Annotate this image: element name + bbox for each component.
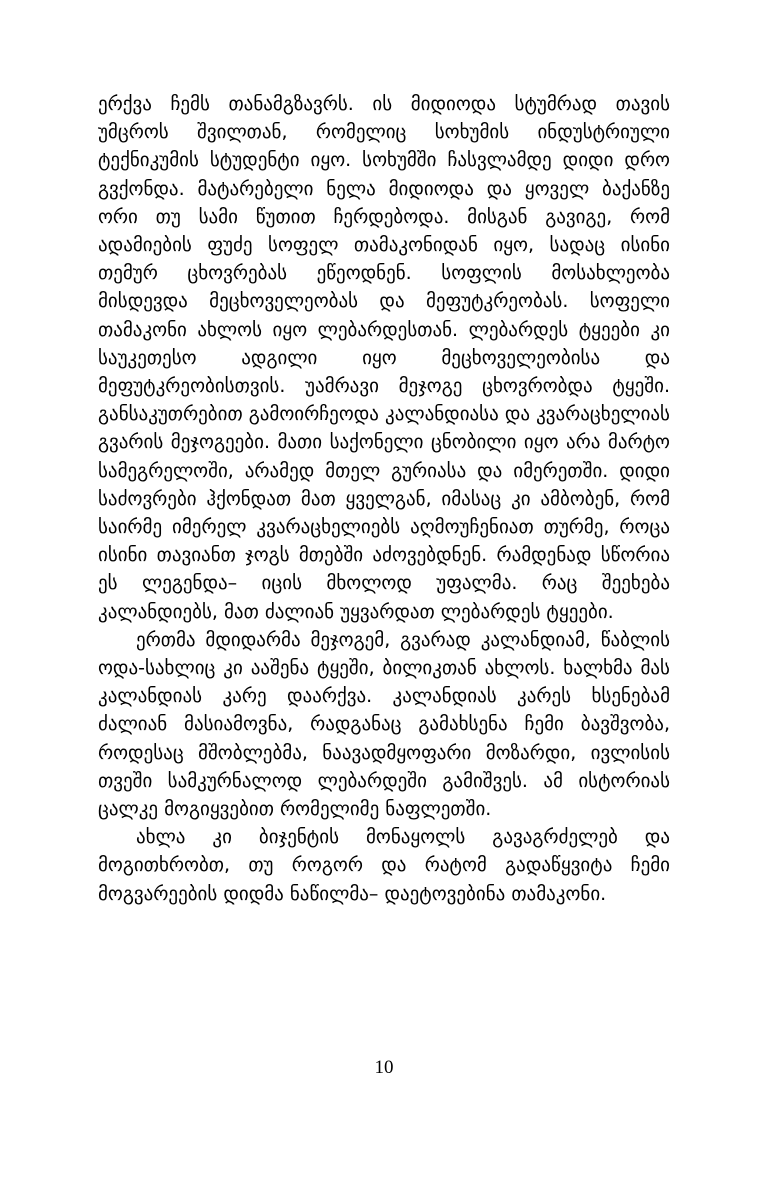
paragraph-3: ახლა კი ბიჯენტის მონაყოლს გავაგრძელებ და მოგითხრობთ, თუ როგორ და რატომ გადაწყვიტა ჩემი მოგვარეების დიდმა ნაწილმა– დაეტოვებინა თამაკონი. bbox=[98, 826, 670, 905]
page-number: 10 bbox=[374, 1057, 394, 1078]
paragraph-1: ერქვა ჩემს თანამგზავრს. ის მიდიოდა სტუმრად თავის უმცროს შვილთან, რომელიც სოხუმის ინდუსტრიული ტექნიკუმის სტუდენტი იყო. სოხუმში ჩასვლამდე დიდი დრო გვქონდა. მატარებელი ნელა მიდიოდა და ყოველ ბაქანზე ორი თუ სამი წუთით ჩერდებოდა. მისგან გავიგე, რომ ადამიების ფუძე სოფელ თამაკონიდან იყო, სადაც ისინი თემურ ცხოვრებას ეწეოდნენ. სოფლის მოსახლეობა მისდევდა მეცხოველეობას და მეფუტკრეობას. სოფელი თამაკონი ახლოს იყო ლებარდესთან. ლებარდეს ტყეები კი საუკეთესო ადგილი იყო მეცხოველეობისა და მეფუტკრეობისთვის. უამრავი მეჯოგე ცხოვრობდა ტყეში. განსაკუთრებით გამოირჩეოდა კალანდიასა და კვარაცხელიას გვარის მეჯოგეები. მათი საქონელი ცნობილი იყო არა მარტო სამეგრელოში, არამედ მთელ გურიასა და იმერეთში. დიდი საძოვრები ჰქონდათ მათ ყველგან, იმასაც კი ამბობენ, რომ საირმე იმერელ კვარაცხელიებს აღმოუჩენიათ თურმე, როცა ისინი თავიანთ ჯოგს მთებში აძოვებდნენ. რამდენად სწორია ეს ლეგენდა– იცის მხოლოდ უფალმა. რაც შეეხება კალანდიებს, მათ ძალიან უყვარდათ ლებარდეს ტყეები. bbox=[98, 93, 670, 623]
paragraph-2: ერთმა მდიდარმა მეჯოგემ, გვარად კალანდიამ, წაბლის ოდა-სახლიც კი ააშენა ტყეში, ბილიკთან ახლოს. ხალხმა მას კალანდიას კარე დაარქვა. კალანდიას კარეს ხსენებამ ძალიან მასიამოვნა, რადგანაც გამახსენა ჩემი ბავშვობა, როდესაც მშობლებმა, ნაავადმყოფარი მოზარდი, ივლისის თვეში სამკურნალოდ ლებარდეში გამიშვეს. ამ ისტორიას ცალკე მოგიყვებით რომელიმე ნაფლეთში. bbox=[98, 628, 670, 821]
page-body bbox=[98, 90, 670, 908]
